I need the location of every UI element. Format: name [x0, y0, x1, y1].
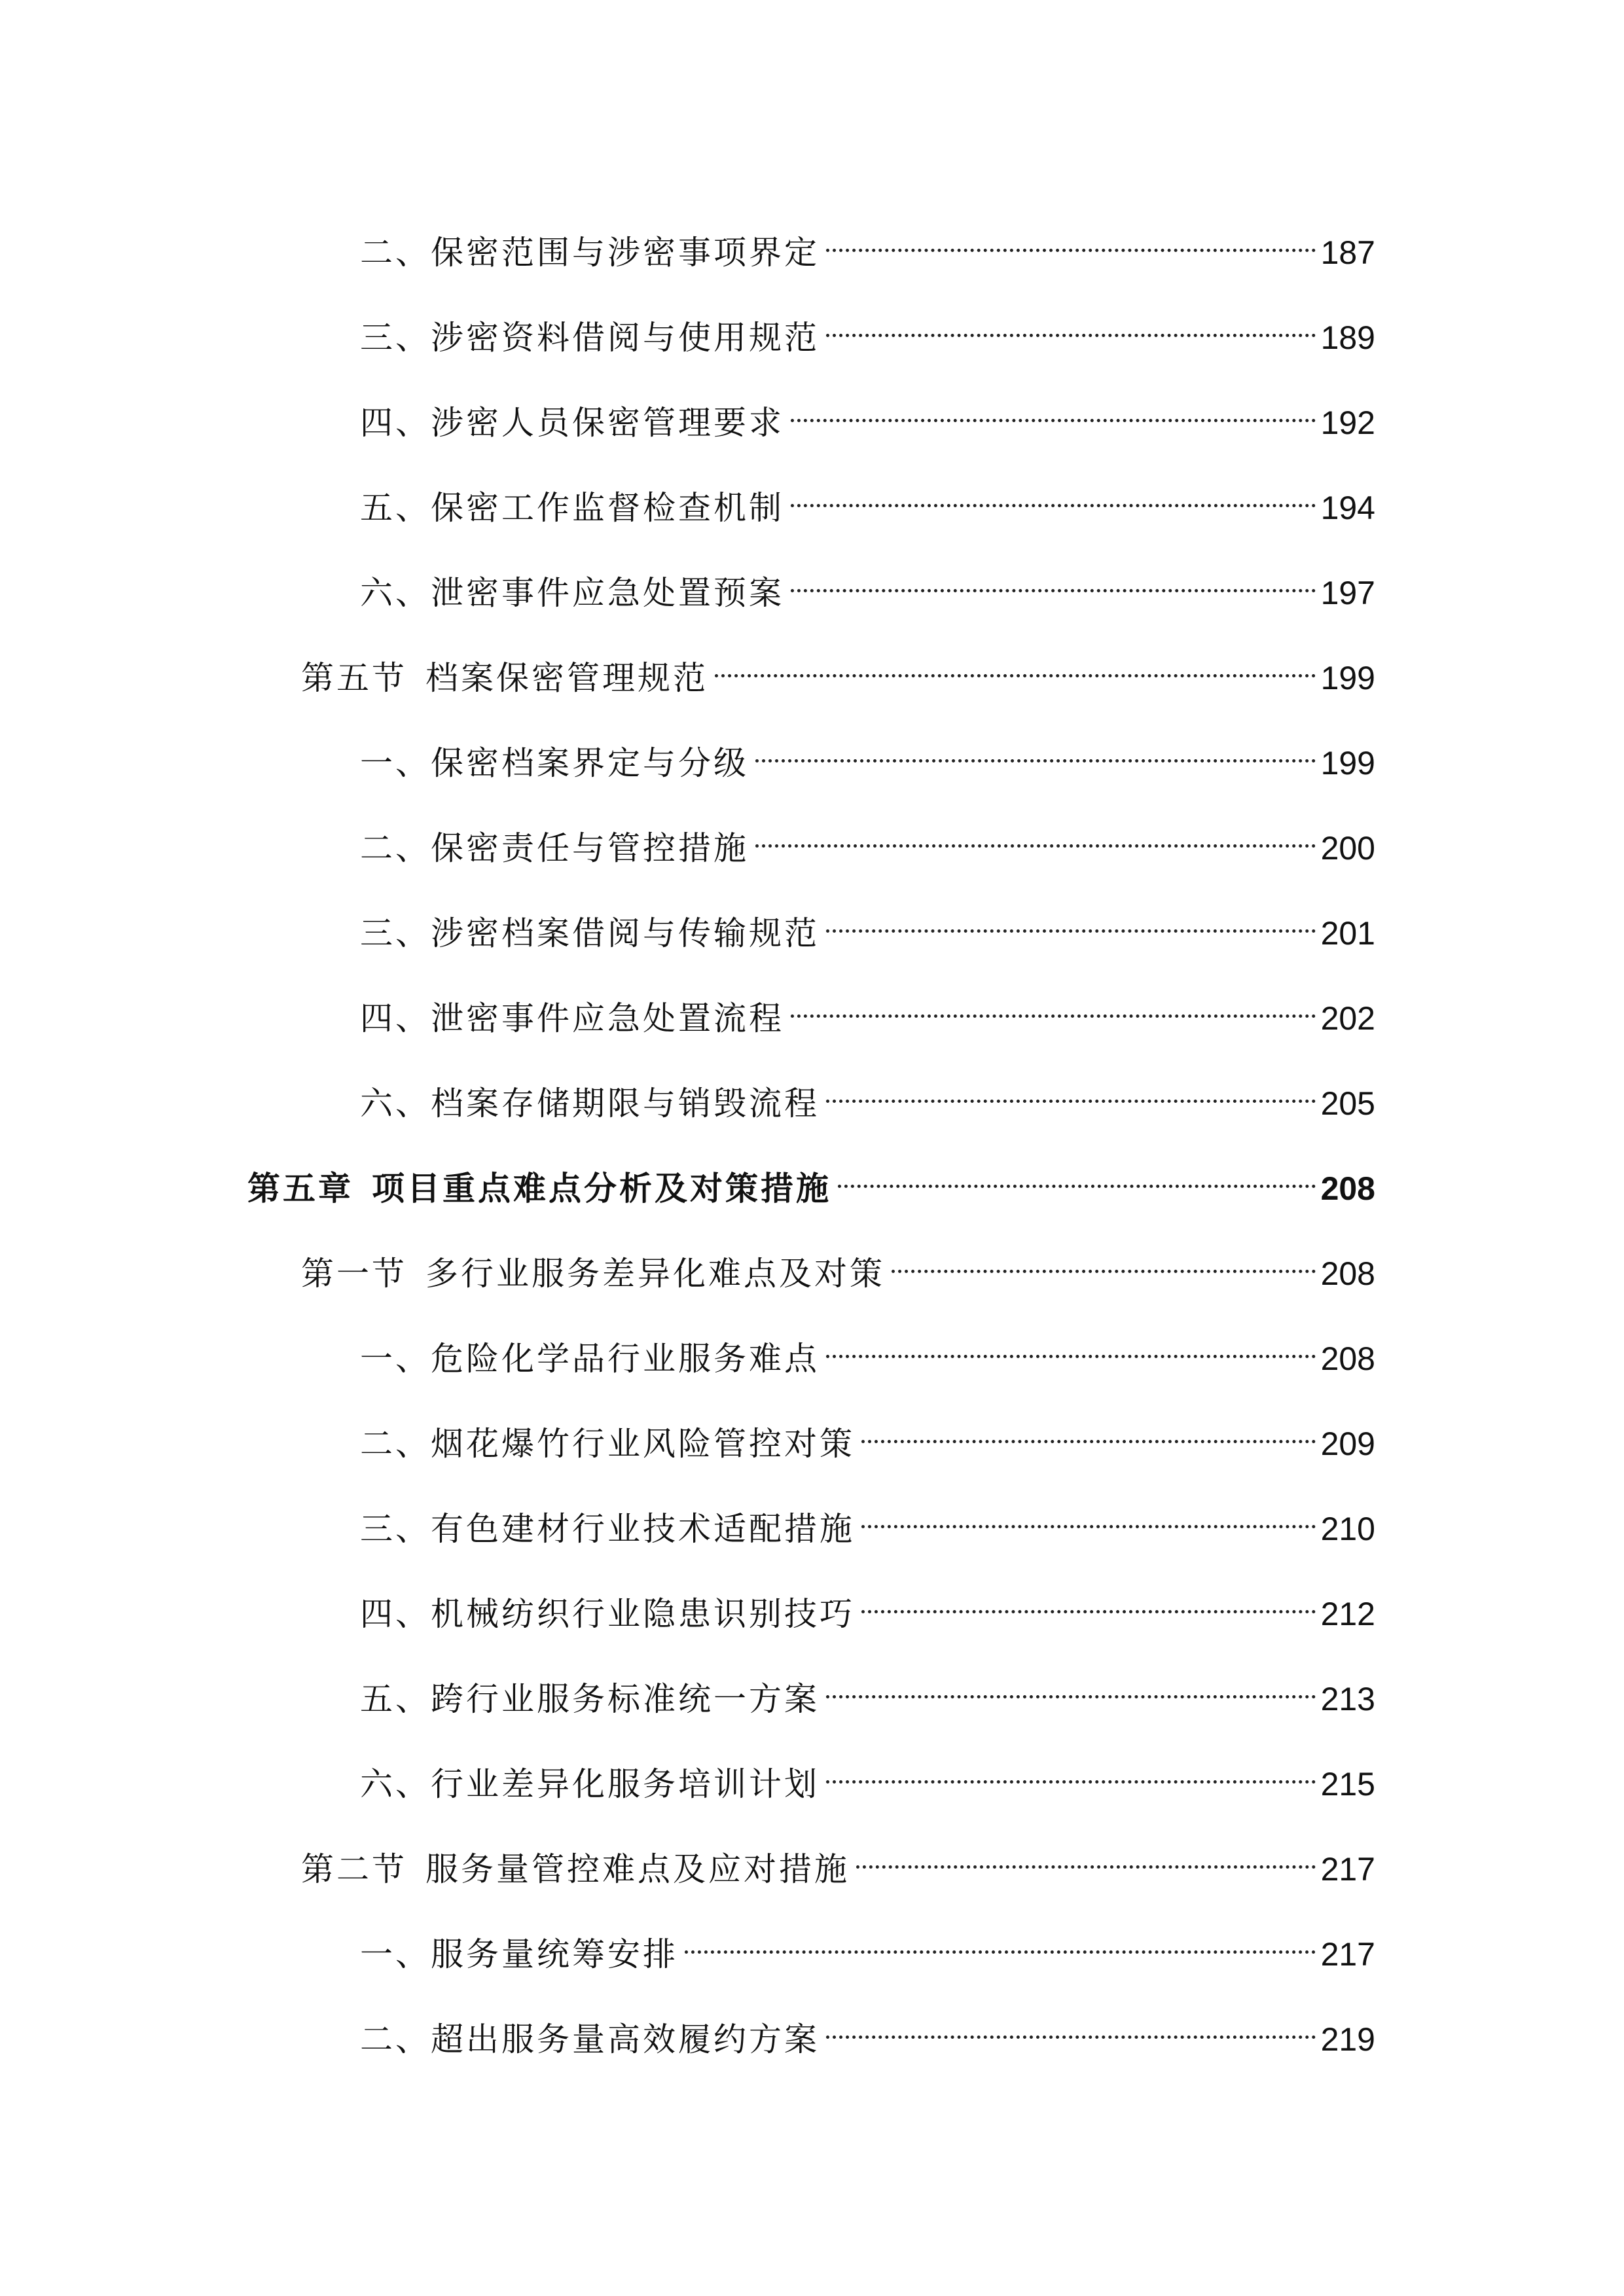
toc-entry[interactable]	[360, 892, 1375, 952]
toc-entry-label: 四、泄密事件应急处置流程	[360, 999, 784, 1037]
toc-entry[interactable]	[360, 1318, 1375, 1378]
dot-leader	[826, 211, 1316, 264]
dot-leader	[791, 552, 1316, 604]
toc-entry-label: 第二节 服务量管控难点及应对措施	[301, 1850, 850, 1888]
toc-entry[interactable]	[360, 1913, 1375, 1973]
dot-leader	[791, 977, 1316, 1030]
toc-page-number: 208	[1320, 1340, 1375, 1377]
toc-page-number: 199	[1320, 660, 1375, 696]
toc-page-number: 208	[1320, 1255, 1375, 1292]
toc-entry[interactable]	[360, 1658, 1375, 1718]
toc-entry-label: 一、服务量统筹安排	[360, 1935, 678, 1973]
toc-entry[interactable]	[360, 1062, 1375, 1122]
dot-leader	[791, 382, 1316, 434]
toc-page-number: 199	[1320, 745, 1375, 781]
toc-entry[interactable]	[360, 296, 1375, 357]
toc-section[interactable]	[301, 1828, 1375, 1888]
toc-entry[interactable]	[360, 1998, 1375, 2058]
dot-leader	[791, 467, 1316, 519]
toc-page-number: 205	[1320, 1085, 1375, 1122]
toc-entry[interactable]	[360, 722, 1375, 782]
toc-page-number: 189	[1320, 319, 1375, 356]
toc-entry[interactable]	[360, 467, 1375, 527]
dot-leader	[838, 1147, 1316, 1200]
toc-entry-label: 第五节 档案保密管理规范	[301, 659, 708, 697]
toc-page-number: 213	[1320, 1681, 1375, 1717]
dot-leader	[755, 807, 1316, 859]
toc-entry[interactable]	[360, 1573, 1375, 1633]
dot-leader	[755, 722, 1316, 774]
dot-leader	[861, 1403, 1316, 1455]
toc-entry[interactable]	[360, 1743, 1375, 1803]
toc-entry-label: 第一节 多行业服务差异化难点及对策	[301, 1255, 885, 1293]
toc-page-number: 210	[1320, 1511, 1375, 1547]
dot-leader	[826, 1658, 1316, 1710]
toc-entry-label: 一、危险化学品行业服务难点	[360, 1340, 820, 1378]
toc-chapter[interactable]	[247, 1147, 1375, 1208]
toc-entry[interactable]	[360, 977, 1375, 1037]
dot-leader	[826, 296, 1316, 349]
toc-page-number: 219	[1320, 2021, 1375, 2058]
dot-leader	[826, 1743, 1316, 1795]
toc-section[interactable]	[301, 1232, 1375, 1293]
dot-leader	[892, 1232, 1316, 1285]
toc-page-number: 192	[1320, 404, 1375, 441]
toc-section[interactable]	[301, 637, 1375, 697]
toc-entry-label: 六、行业差异化服务培训计划	[360, 1765, 820, 1803]
toc-entry-label: 三、涉密资料借阅与使用规范	[360, 319, 820, 357]
dot-leader	[715, 637, 1316, 689]
toc-page-number: 187	[1320, 234, 1375, 271]
toc-page-number: 194	[1320, 490, 1375, 526]
toc-entry[interactable]	[360, 1403, 1375, 1463]
toc-entry-label: 三、涉密档案借阅与传输规范	[360, 914, 820, 952]
toc-entry-label: 四、机械纺织行业隐患识别技巧	[360, 1595, 855, 1633]
toc-page-number: 208	[1320, 1170, 1375, 1207]
toc-entry-label: 二、超出服务量高效履约方案	[360, 2020, 820, 2058]
dot-leader	[826, 1998, 1316, 2051]
toc-entry[interactable]	[360, 1488, 1375, 1548]
toc-entry-label: 五、跨行业服务标准统一方案	[360, 1680, 820, 1718]
toc-page-number: 209	[1320, 1426, 1375, 1462]
toc-entry-label: 六、档案存储期限与销毁流程	[360, 1085, 820, 1122]
toc-entry[interactable]	[360, 382, 1375, 442]
toc-entry-label: 五、保密工作监督检查机制	[360, 489, 784, 527]
toc-entry[interactable]	[360, 552, 1375, 612]
toc-entry[interactable]	[360, 807, 1375, 867]
dot-leader	[826, 892, 1316, 944]
toc-entry-label: 一、保密档案界定与分级	[360, 744, 749, 782]
toc-page-number: 202	[1320, 1000, 1375, 1037]
toc-page-number: 201	[1320, 915, 1375, 952]
toc-entry-label: 第五章 项目重点难点分析及对策措施	[247, 1169, 831, 1208]
toc-page-number: 212	[1320, 1596, 1375, 1632]
toc-entry[interactable]	[360, 211, 1375, 272]
dot-leader	[861, 1573, 1316, 1625]
dot-leader	[856, 1828, 1316, 1880]
toc-entry-label: 二、烟花爆竹行业风险管控对策	[360, 1425, 855, 1463]
toc-entry-label: 二、保密范围与涉密事项界定	[360, 234, 820, 272]
toc-page-number: 215	[1320, 1766, 1375, 1803]
toc-entry-label: 六、泄密事件应急处置预案	[360, 574, 784, 612]
toc-page-number: 217	[1320, 1851, 1375, 1888]
dot-leader	[861, 1488, 1316, 1540]
dot-leader	[826, 1318, 1316, 1370]
toc-page-number: 200	[1320, 830, 1375, 867]
toc-entry-label: 二、保密责任与管控措施	[360, 829, 749, 867]
toc-entry-label: 三、有色建材行业技术适配措施	[360, 1510, 855, 1548]
toc-page-number: 197	[1320, 575, 1375, 611]
toc-page-number: 217	[1320, 1936, 1375, 1973]
toc-entry-label: 四、涉密人员保密管理要求	[360, 404, 784, 442]
dot-leader	[685, 1913, 1316, 1965]
dot-leader	[826, 1062, 1316, 1115]
